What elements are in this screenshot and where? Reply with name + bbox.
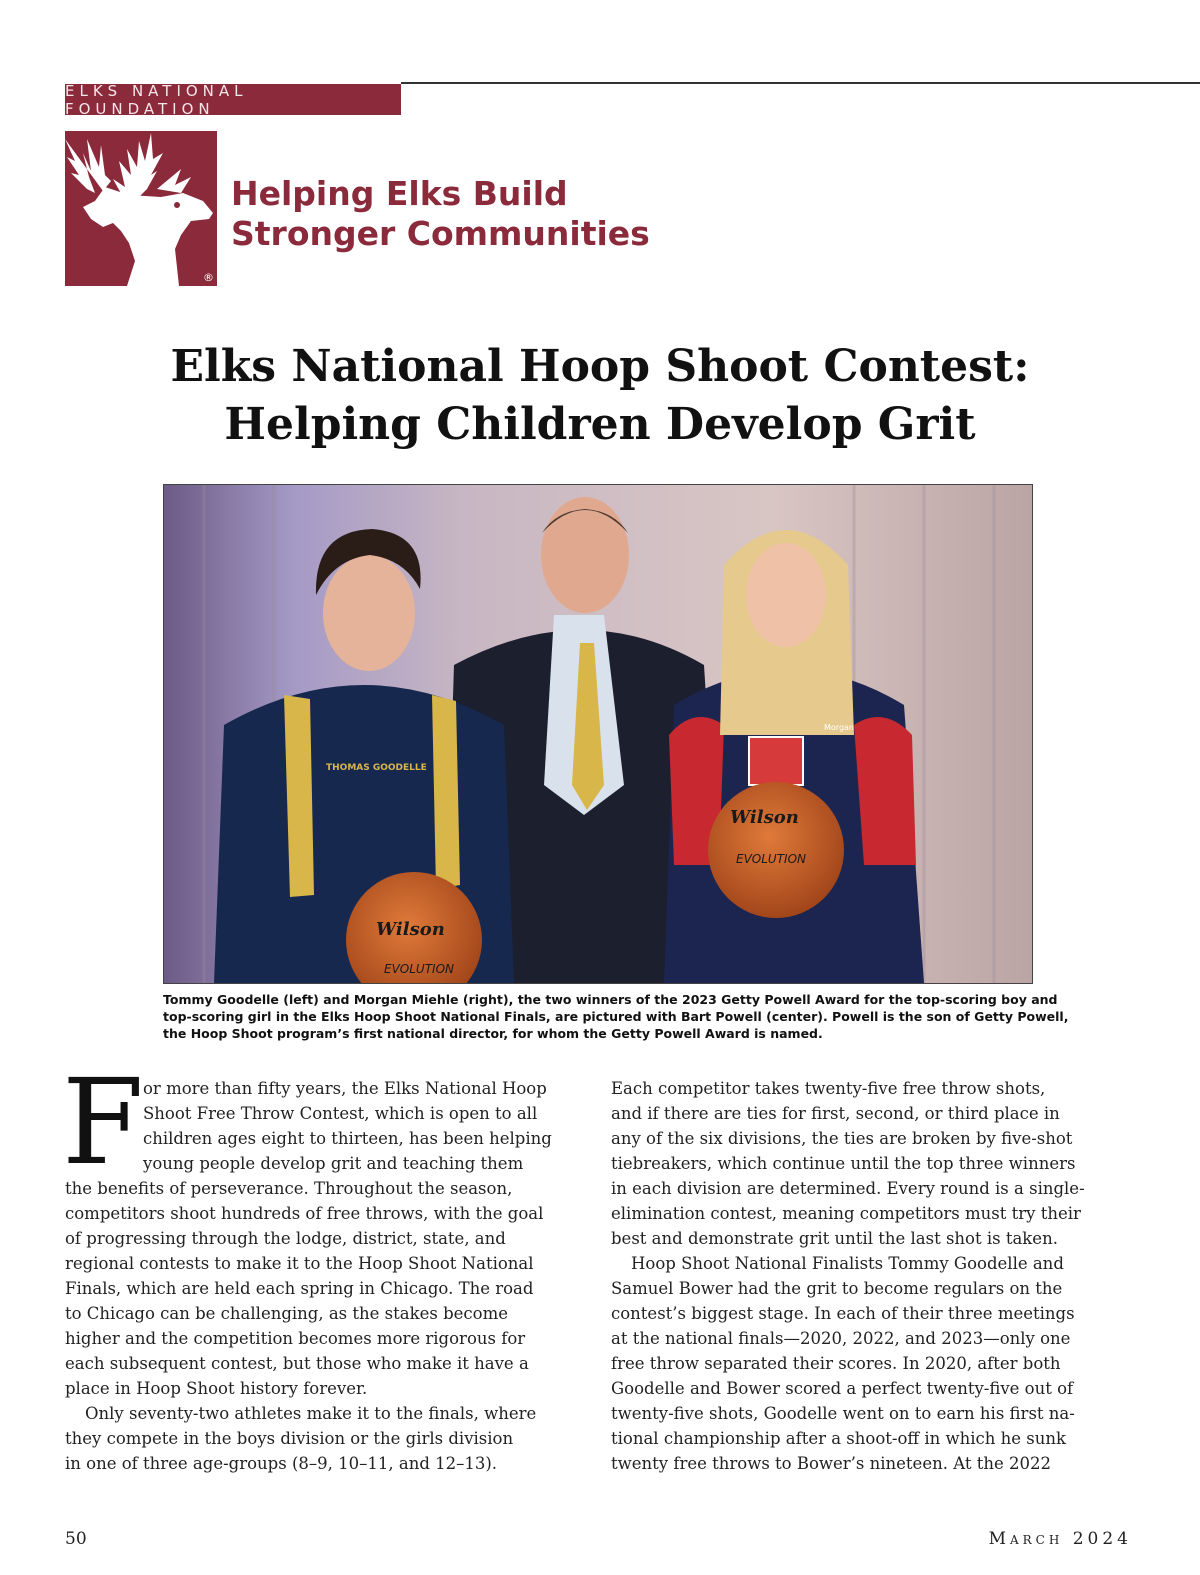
body-line: Only seventy-two athletes make it to the finals, where (85, 1404, 537, 1423)
body-line: children ages eight to thirteen, has been helping (143, 1129, 552, 1148)
tagline-line-1: Helping Elks Build (231, 174, 568, 213)
body-line: in one of three age-groups (8–9, 10–11, and 12–13). (65, 1454, 498, 1473)
body-line: competitors shoot hundreds of free throws, with the goal (65, 1204, 544, 1223)
body-line: to Chicago can be challenging, as the stakes become (65, 1304, 508, 1323)
tagline-line-2: Stronger Communities (231, 214, 650, 253)
jacket-name-right: Morgan (824, 723, 854, 732)
lanyard-badge (749, 737, 803, 785)
body-line: free throw separated their scores. In 2020, after both (611, 1354, 1061, 1373)
article-title-line-1: Elks National Hoop Shoot Contest: (170, 341, 1030, 392)
body-line: Goodelle and Bower scored a perfect twenty-five out of (611, 1379, 1074, 1398)
issue-date: March 2024 (988, 1529, 1132, 1549)
body-line: tional championship after a shoot-off in which he sunk (611, 1429, 1067, 1448)
body-line: place in Hoop Shoot history forever. (65, 1379, 368, 1398)
caption-line: Tommy Goodelle (left) and Morgan Miehle (right), the two winners of the 2023 Getty Powell Award for the top-scoring boy and (163, 992, 1058, 1007)
body-line: at the national finals—2020, 2022, and 2023—only one (611, 1329, 1071, 1348)
body-line: Each competitor takes twenty-five free throw shots, (611, 1079, 1046, 1098)
elk-head-icon (65, 131, 217, 286)
body-line: or more than fifty years, the Elks National Hoop (143, 1079, 547, 1098)
body-line: Hoop Shoot National Finalists Tommy Goodelle and (631, 1254, 1064, 1273)
body-line: each subsequent contest, but those who make it have a (65, 1354, 529, 1373)
ball-brand-right: Wilson (730, 807, 799, 828)
body-line: elimination contest, meaning competitors must try their (611, 1204, 1081, 1223)
body-line: of progressing through the lodge, district, state, and (65, 1229, 506, 1248)
body-line: Samuel Bower had the grit to become regulars on the (611, 1279, 1063, 1298)
article-column-left (65, 1076, 595, 1476)
body-line: Shoot Free Throw Contest, which is open to all (143, 1104, 538, 1123)
ball-model-left: EVOLUTION (384, 962, 454, 976)
body-line: young people develop grit and teaching them (143, 1154, 524, 1173)
page-number: 50 (65, 1529, 87, 1549)
body-line: regional contests to make it to the Hoop Shoot National (65, 1254, 534, 1273)
photo-caption (163, 991, 1069, 1042)
caption-line: the Hoop Shoot program’s first national director, for whom the Getty Powell Award is named. (163, 1026, 823, 1041)
section-label: ELKS NATIONAL FOUNDATION (65, 84, 401, 115)
top-rule (401, 82, 1200, 84)
caption-line: top-scoring girl in the Elks Hoop Shoot National Finals, are pictured with Bart Powell (center). Powell is the son of Getty Powell, (163, 1009, 1069, 1024)
ball-model-right: EVOLUTION (736, 852, 806, 866)
basketball-right (708, 782, 844, 918)
article-column-right (611, 1076, 1141, 1476)
body-line: and if there are ties for first, second, or third place in (611, 1104, 1060, 1123)
body-line: in each division are determined. Every round is a single- (611, 1179, 1085, 1198)
body-line: contest’s biggest stage. In each of their three meetings (611, 1304, 1075, 1323)
elks-logo (65, 131, 217, 286)
body-line: the benefits of perseverance. Throughout the season, (65, 1179, 513, 1198)
body-line: twenty free throws to Bower’s nineteen. At the 2022 (611, 1454, 1051, 1473)
body-line: Finals, which are held each spring in Chicago. The road (65, 1279, 534, 1298)
article-title-line-2: Helping Children Develop Grit (224, 399, 976, 450)
body-line: higher and the competition becomes more rigorous for (65, 1329, 526, 1348)
article-title (100, 338, 1100, 454)
award-winners-photo (163, 484, 1033, 984)
registered-mark: ® (203, 271, 214, 284)
ball-brand-left: Wilson (376, 919, 445, 940)
body-line: any of the six divisions, the ties are broken by five-shot (611, 1129, 1073, 1148)
body-line: they compete in the boys division or the girls division (65, 1429, 514, 1448)
body-line: tiebreakers, which continue until the top three winners (611, 1154, 1076, 1173)
body-line: twenty-five shots, Goodelle went on to earn his first na- (611, 1404, 1075, 1423)
drop-cap: F (62, 1053, 144, 1191)
tagline (231, 174, 650, 254)
jacket-name-left: THOMAS GOODELLE (326, 763, 427, 773)
body-line: best and demonstrate grit until the last shot is taken. (611, 1229, 1058, 1248)
